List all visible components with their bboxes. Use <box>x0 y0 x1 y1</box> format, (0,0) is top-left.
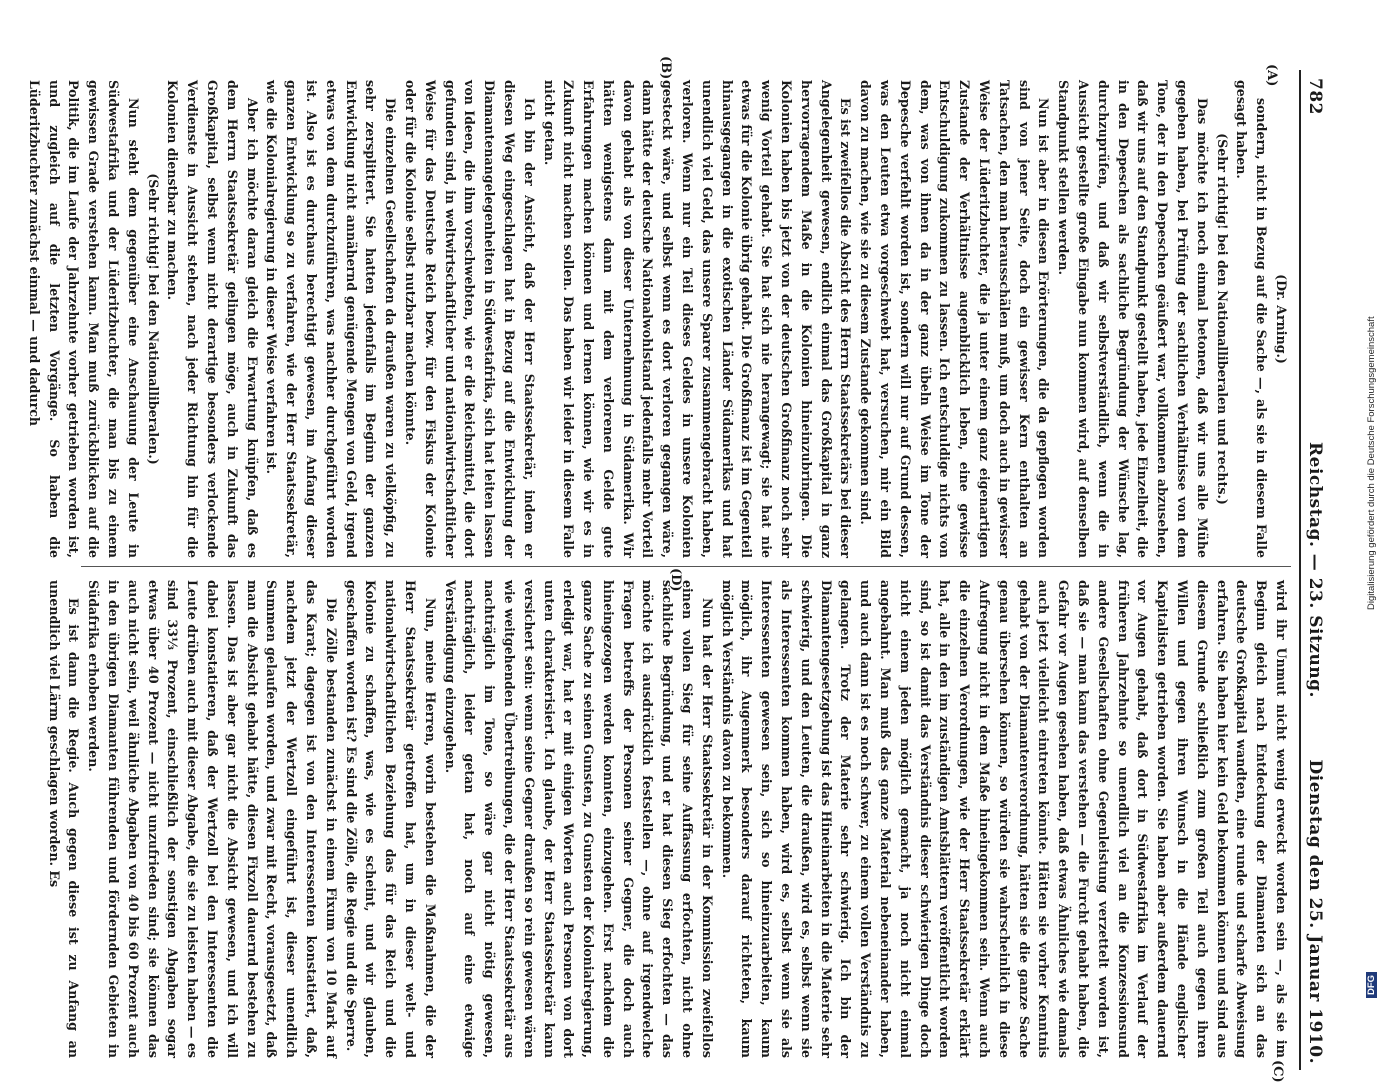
header-rule <box>1299 70 1301 1070</box>
left-column <box>26 80 1291 558</box>
header-title: Reichstag. — 23. Sitzung. <box>1305 442 1325 698</box>
paragraph: Aber ich möchte daran gleich die Erwartung knüpfen, daß es dem Herrn Staatssekretär gelingen möge, auch in Zukunft das Großkapital, selbst wenn nicht derartige besonders verlockende Verdienste in Aussicht stehen, nach jeder Richtung hin für die Kolonien dienstbar zu machen. <box>165 80 260 558</box>
rotated-page-content <box>26 56 1325 1083</box>
paragraph: Nun ist aber in diesen Erörterungen, die da gepflogen worden sind von jener Seite, doch ein gewisser Kern enthalten an Tatsachen, den man herausschälen muß, um doch auch in gewisser Weise der Lüderitzbuchter, die ja unter einem ganz eigenartigen Zustande der Verhältnisse augenblicklich leben, eine gewisse Entschuldigung zukommen zu lassen. Ich entschuldige nichts von dem, was von ihnen da in der ganz übeln Weise im Tone der Depesche verfehlt worden ist, sondern will nur auf Grund dessen, was den Leuten etwa vorgeschwebt hat, versuchen, mir ein Bild davon zu machen, wie sie zu diesem Zustande gekommen sind. <box>858 80 1052 558</box>
paragraph: wird ihr Unmut nicht wenig erweckt worden sein —, als sie im Beginn gleich nach Entdeckung der Diamanten sich an das deutsche Großkapital wandten, eine runde und scharfe Abweisung erfahren. Sie haben hier kein Geld bekommen können und sind aus diesem Grunde schließlich zum großen Teil auch gegen ihren Willen und gegen ihren Wunsch in die Hände englischer Kapitalisten getrieben worden. Sie haben aber außerdem dauernd vor Augen gehabt, daß dort in Südwestafrika im Verlauf der früheren Jahrzehnte so unendlich viel an die Konzessionsund andere Gesellschaften ohne Gegenleistung verzettelt worden ist, daß sie — man kann das verstehen — die Furcht gehabt haben, die Gefahr vor Augen gesehen haben, daß etwas Ähnliches wie damals auch jetzt vielleicht eintreten könnte. Hätten sie vorher Kenntnis gehabt von der Diamantenverordnung, hätten sie die ganze Sache genau übersehen können, so würden sie wahrscheinlich in diese Aufregung nicht in dem Maße hineingekommen sein. Wenn auch die einzelnen Verordnungen, wie der Herr Staatssekretär erklärt hat, alle in den im zuständigen Amtsblättern veröffentlicht worden sind, so ist damit das Verständnis dieser schwierigen Dinge doch nicht einem jeden möglich gemacht, ja noch nicht einmal angebahnt. Man muß das ganze Material nebeneinander haben, und auch dann ist es noch schwer, zu einem vollen Verständnis zu gelangen. Trotz der Materie sehr schwierig. Ich bin der Diamantengesetzgebung ist das Hineinarbeiten in die Materie sehr schwierig, und den Leuten, die draußen, wird es, selbst wenn sie als Interessenten kommen haben, wird es, selbst wenn sie als Interessenten gewesen sein, sich so hineinzuarbeiten, kaum möglich, ihr Augenmerk besonders darauf richteten, kaum möglich Verständnis davon zu bekommen. <box>719 580 1289 1058</box>
paragraph: Die einzelnen Gesellschaften da draußen waren zu vielköpfig, zu sehr zersplittert. Sie hatten jedenfalls im Beginn der ganzen Entwicklung nicht annähernd genügende Mengen von Geld, irgend etwas von dem durchzuführen, was nachher durchgeführt worden ist. Also ist es durchaus berechtigt gewesen, im Anfang dieser ganzen Entwicklung so zu verfahren, wie der Herr Staatssekretär, wie die Kolonialregierung in dieser Weise verfahren ist. <box>264 80 399 558</box>
paragraph: Nun steht dem gegenüber eine Anschauung der Leute in Südwestafrika und der Lüderitzbuchter, die man bis zu einem gewissen Grade verstehen kann. Man muß zurückblicken auf die Politik, die im Laufe der Jahrzehnte vorher getrieben worden ist, und zugleich auf die letzten Vorgänge. So haben die Lüderitzbuchter zunächst einmal — und dadurch <box>26 80 141 558</box>
margin-marker-c: (C) <box>1270 1060 1285 1083</box>
interjection: (Sehr richtig! bei den Nationalliberalen.) <box>145 173 161 465</box>
paragraph: Nun, meine Herren, worin bestehen die Maßnahmen, die der Herr Staatssekretär getroffen hat, um in dieser welt- und nationalwirtschaftlichen Beziehung das für das Reich und die Kolonie zu schaffen, was, wie es scheint, und wir glauben, geschaffen worden ist? Es sind die Zölle, die Regie und die Sperre. <box>343 580 438 1058</box>
speaker-label: (Dr. Arning.) <box>1274 274 1289 364</box>
margin-marker-d: (D) <box>668 568 683 592</box>
paragraph: Nun hat der Herr Staatssekretär in der Kommission zweifellos einen vollen Sieg für seine Auffassung erfochten, nicht ohne sachliche Begründung, und er hat diesen Sieg erfochten — das möchte ich ausdrücklich feststellen —, ohne auf irgendwelche Fragen betreffs der Personen seiner Gegner, die doch auch hineingezogen werden konnten, einzugehen. Erst nachdem die ganze Sache zu seinen Gunsten, zu Gunsten der Kolonialregierung, erledigt war, hat er mit einigen Worten auch Personen von dort unten charakterisiert. Ich glaube, der Herr Staatssekretär kann versichert sein: wenn seine Gegner draußen so rein gewesen wären wie weitgehenden Übertreibungen, die der Herr Staatssekretär aus nachträglich im Tone, so wäre gar nicht nötig gewesen, nachträglich, leider getan hat, noch auf eine etwaige Verständigung einzugehen. <box>442 580 715 1058</box>
paragraph: Es ist zweifellos die Absicht des Herrn Staatssekretärs bei dieser Angelegenheit gewesen, endlich einmal das Großkapital in ganz hervorragendem Maße in die Kolonien hineinzubringen. Die Kolonien haben bis jetzt von der deutschen Großfinanz noch sehr wenig Vorteil gehabt. Sie hat sich nie herangewagt; sie hat nie etwas für die Kolonie übrig gehabt. Die Großfinanz ist im Gegenteil hinausgegangen in die exotischen Länder Südamerikas und hat unendlich viel Geld, das unsere Sparer zusammengebracht haben, verloren. Wenn nur ein Teil dieses Geldes in unsere Kolonien gesteckt wäre, und selbst wenn es dort verloren gegangen wäre, dann hätte der deutsche Nationalwohlstand jedenfalls mehr Vorteil davon gehabt als von dieser Unternehmung in Südamerika. Wir hätten wenigstens dann mit dem verlorenen Gelde gute Erfahrungen machen können und lernen können, wie wir es in Zukunft nicht machen sollen. Das haben wir leider in diesem Falle nicht getan. <box>541 80 854 558</box>
right-column <box>46 580 1291 1058</box>
paragraph: sondern, nicht in Bezug auf die Sache —, als sie in diesem Falle gesagt haben. <box>1234 80 1270 558</box>
paragraph: Das möchte ich noch einmal betonen, daß wir uns alle Mühe gegeben haben, bei Prüfung der sachlichen Verhältnisse von dem Tone, der in den Depeschen geäußert war, vollkommen abzusehen, daß wir uns auf den Standpunkt gestellt haben, jede Einzelheit, die in den Depeschen als sachliche Begründung der Wünsche lag, durchzuprüfen, und daß wir selbstverständlich, wenn die in Aussicht gestellte große Eingabe nun kommen wird, auf denselben Standpunkt stellen werden. <box>1056 80 1210 558</box>
margin-marker-a: (A) <box>1264 64 1279 87</box>
column-divider <box>81 566 1291 567</box>
header-date: Dienstag den 25. Januar 1910. <box>1305 759 1325 1064</box>
page-header <box>1303 70 1325 1070</box>
paragraph: Es ist dann die Regie. Auch gegen diese ist zu Anfang an unendlich viel Lärm geschlagen worden. Es <box>46 580 82 1058</box>
page-number: 782 <box>1305 78 1325 115</box>
paragraph: Die Zölle bestanden zunächst in einem Fixum von 10 Mark auf das Karat; dagegen ist von den Interessenten konstatiert, daß, nachdem jetzt der Wertzoll eingeführt ist, dieser unendlich Summen gelaufen worden, und zwar mit Recht, vorausgesetzt, daß man die Absicht gehabt hätte, diesen Fixzoll dauernd bestehen zu lassen. Das ist aber gar nicht die Absicht gewesen, und ich will dabei konstatieren, daß der Wertzoll bei den Interessenten die Leute drüben auch mit dieser Abgabe, die sie zu leisten haben — es sind 33⅓ Prozent, einschließlich der sonstigen Abgaben sogar etwas über 40 Prozent — nicht unzufrieden sind; sie können das auch nicht sein, weil ähnliche Abgaben von 40 bis 60 Prozent auch in den übrigen Diamanten führenden und fördernden Gebieten in Südafrika erhoben werden. <box>86 580 339 1058</box>
interjection: (Sehr richtig! bei den Nationalliberalen und rechts.) <box>1214 133 1230 505</box>
digitization-note: Digitalisierung gefördert durch die Deutsche Forschungsgemeinschaft <box>1366 316 1377 610</box>
paragraph: Ich bin der Ansicht, daß der Herr Staatssekretär, indem er diesen Weg eingeschlagen hat in Bezug auf die Entwicklung der Diamantenangelegenheiten in Südwestafrika, sich hat leiten lassen von Ideen, die ihm vorschwebten, wie er die Reichsmittel, die dort gefunden sind, in weltwirtschaftlicher und nationalwirtschaftlicher Weise für das Deutsche Reich bezw. für den Fiskus der Kolonie oder für die Kolonie selbst nutzbar machen könnte. <box>402 80 537 558</box>
margin-marker-b: (B) <box>658 56 673 80</box>
dfg-logo: DFG <box>1366 972 1377 998</box>
